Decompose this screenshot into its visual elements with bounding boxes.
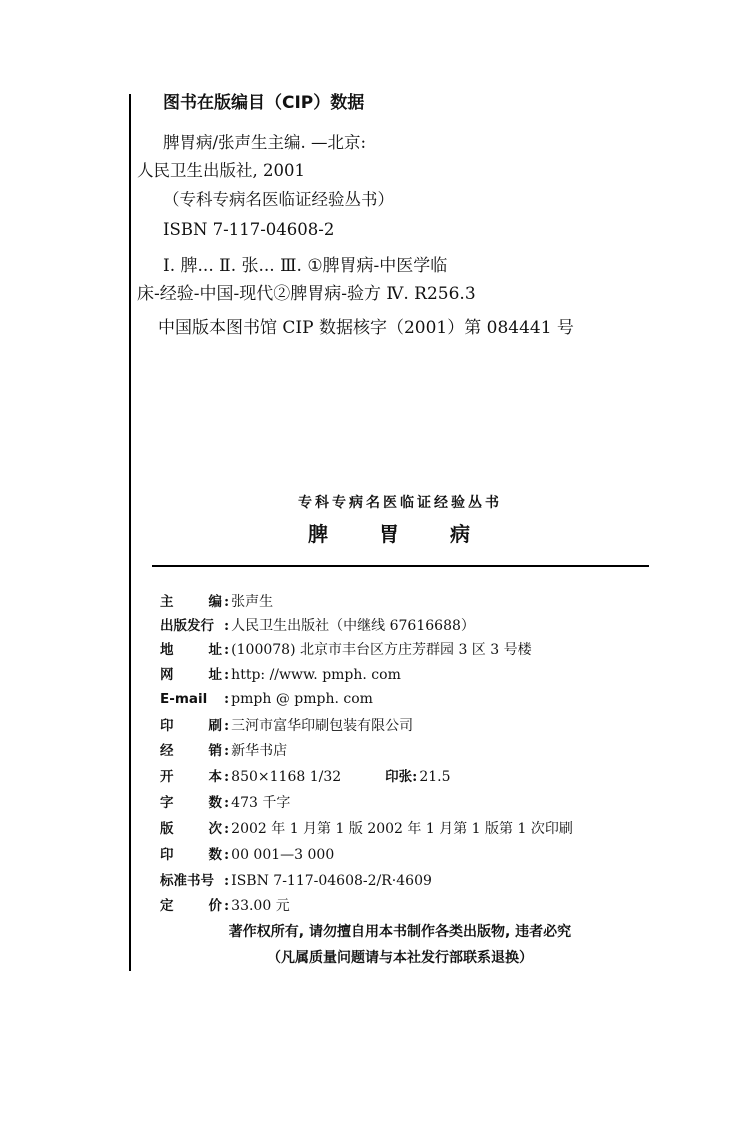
colophon-key: 出版发行 bbox=[160, 618, 214, 634]
colophon-value: 张声生 bbox=[231, 594, 274, 610]
cip-line-isbn: ISBN 7-117-04608-2 bbox=[163, 220, 335, 239]
colophon-row-distributor bbox=[160, 744, 287, 759]
colophon-value: 473 千字 bbox=[231, 795, 291, 811]
colophon-key-char: 销 bbox=[208, 743, 222, 759]
cip-line-publisher: 人民卫生出版社, 2001 bbox=[137, 161, 305, 180]
cip-line-classification-2: 床-经验-中国-现代②脾胃病-验方 Ⅳ. R256.3 bbox=[137, 284, 476, 304]
colon: : bbox=[224, 667, 230, 683]
left-margin-rule bbox=[129, 94, 131, 971]
colophon-key-char: 印 bbox=[160, 847, 174, 863]
colon: : bbox=[224, 769, 230, 785]
cip-heading: 图书在版编目（CIP）数据 bbox=[163, 93, 365, 113]
colophon-key bbox=[160, 720, 224, 734]
cip-line-series: （专科专病名医临证经验丛书） bbox=[163, 190, 394, 209]
colophon-key-char: 定 bbox=[160, 898, 174, 914]
colophon-key-char: 主 bbox=[160, 594, 174, 610]
colophon-key bbox=[160, 797, 224, 811]
colophon-row-format bbox=[160, 770, 451, 785]
colophon-key bbox=[160, 669, 224, 683]
colophon-key-char: 址 bbox=[208, 667, 222, 683]
colophon-value: (100078) 北京市丰台区方庄芳群园 3 区 3 号楼 bbox=[231, 642, 532, 658]
colophon-row-email bbox=[160, 692, 373, 707]
colophon-row-edition bbox=[160, 822, 573, 837]
colophon-key-char: 地 bbox=[160, 642, 174, 658]
cip-line-classification-1: Ⅰ. 脾... Ⅱ. 张... Ⅲ. ①脾胃病-中医学临 bbox=[163, 256, 448, 276]
colophon-key-char: 数 bbox=[208, 795, 222, 811]
colon: : bbox=[224, 718, 230, 734]
colophon-value: ISBN 7-117-04608-2/R·4609 bbox=[231, 873, 432, 889]
quality-return-notice: （凡属质量问题请与本社发行部联系退换） bbox=[267, 950, 533, 966]
book-title: 脾 胃 病 bbox=[308, 522, 492, 546]
website-link: http: //www. pmph. com bbox=[231, 667, 401, 683]
colophon-key bbox=[160, 644, 224, 658]
colon: : bbox=[224, 873, 230, 889]
colophon-key-char: 址 bbox=[208, 642, 222, 658]
colophon-key bbox=[160, 823, 224, 837]
cip-line-record-number: 中国版本图书馆 CIP 数据核字（2001）第 084441 号 bbox=[158, 318, 574, 338]
cip-line-author: 脾胃病/张声生主编. —北京: bbox=[163, 133, 367, 152]
colophon-key bbox=[160, 849, 224, 863]
colophon-key-char: 次 bbox=[208, 821, 222, 837]
colophon-key-char: 开 bbox=[160, 769, 174, 785]
colon: : bbox=[224, 795, 230, 811]
colophon-key-char: 印 bbox=[160, 718, 174, 734]
colophon-value: 三河市富华印刷包装有限公司 bbox=[231, 718, 414, 734]
colophon-row-printer bbox=[160, 719, 413, 734]
colophon-value: 33.00 元 bbox=[231, 898, 290, 914]
copyright-statement: 著作权所有, 请勿擅自用本书制作各类出版物, 违者必究 bbox=[228, 924, 572, 940]
colophon-value: 新华书店 bbox=[231, 743, 288, 759]
colophon-row-price bbox=[160, 899, 290, 914]
colophon-key-char: 本 bbox=[208, 769, 222, 785]
colophon-key: 标准书号 bbox=[160, 873, 214, 889]
colon: : bbox=[224, 847, 230, 863]
colophon-key bbox=[160, 900, 224, 914]
colon: : bbox=[412, 769, 418, 785]
colophon-key-char: 经 bbox=[160, 743, 174, 759]
colophon-key-char: 刷 bbox=[208, 718, 222, 734]
colophon-key bbox=[160, 771, 224, 785]
colophon-row-publisher bbox=[160, 619, 475, 634]
colophon-row-isbn bbox=[160, 874, 432, 889]
colophon-row-website bbox=[160, 668, 401, 683]
colophon-key bbox=[160, 596, 224, 610]
sheets-value: 21.5 bbox=[419, 769, 451, 785]
colophon-value: 人民卫生出版社（中继线 67616688） bbox=[231, 618, 475, 634]
colophon-value: 2002 年 1 月第 1 版 2002 年 1 月第 1 版第 1 次印刷 bbox=[231, 821, 573, 837]
sheets-key: 印张 bbox=[385, 769, 413, 785]
colon: : bbox=[224, 618, 230, 634]
colophon-key-char: 网 bbox=[160, 667, 174, 683]
colophon-key-char: 价 bbox=[208, 898, 222, 914]
colon: : bbox=[224, 898, 230, 914]
colophon-value: 850×1168 1/32 bbox=[231, 769, 342, 785]
colophon-value: 00 001—3 000 bbox=[231, 847, 335, 863]
colophon-key: E-mail bbox=[160, 691, 208, 707]
colophon-row-print-run bbox=[160, 848, 334, 863]
colophon-row-word-count bbox=[160, 796, 290, 811]
colon: : bbox=[224, 594, 230, 610]
email-address: pmph @ pmph. com bbox=[231, 691, 373, 707]
colophon-key-char: 数 bbox=[208, 847, 222, 863]
colophon-key-char: 版 bbox=[160, 821, 174, 837]
colon: : bbox=[224, 642, 230, 658]
colon: : bbox=[224, 691, 230, 707]
series-name: 专科专病名医临证经验丛书 bbox=[298, 495, 502, 511]
colon: : bbox=[224, 743, 230, 759]
colophon-row-editor bbox=[160, 595, 273, 610]
colophon-key bbox=[160, 745, 224, 759]
colophon-key-char: 字 bbox=[160, 795, 174, 811]
colophon-row-address bbox=[160, 643, 532, 658]
colophon-key-char: 编 bbox=[208, 594, 222, 610]
title-divider-rule bbox=[152, 565, 649, 567]
colon: : bbox=[224, 821, 230, 837]
